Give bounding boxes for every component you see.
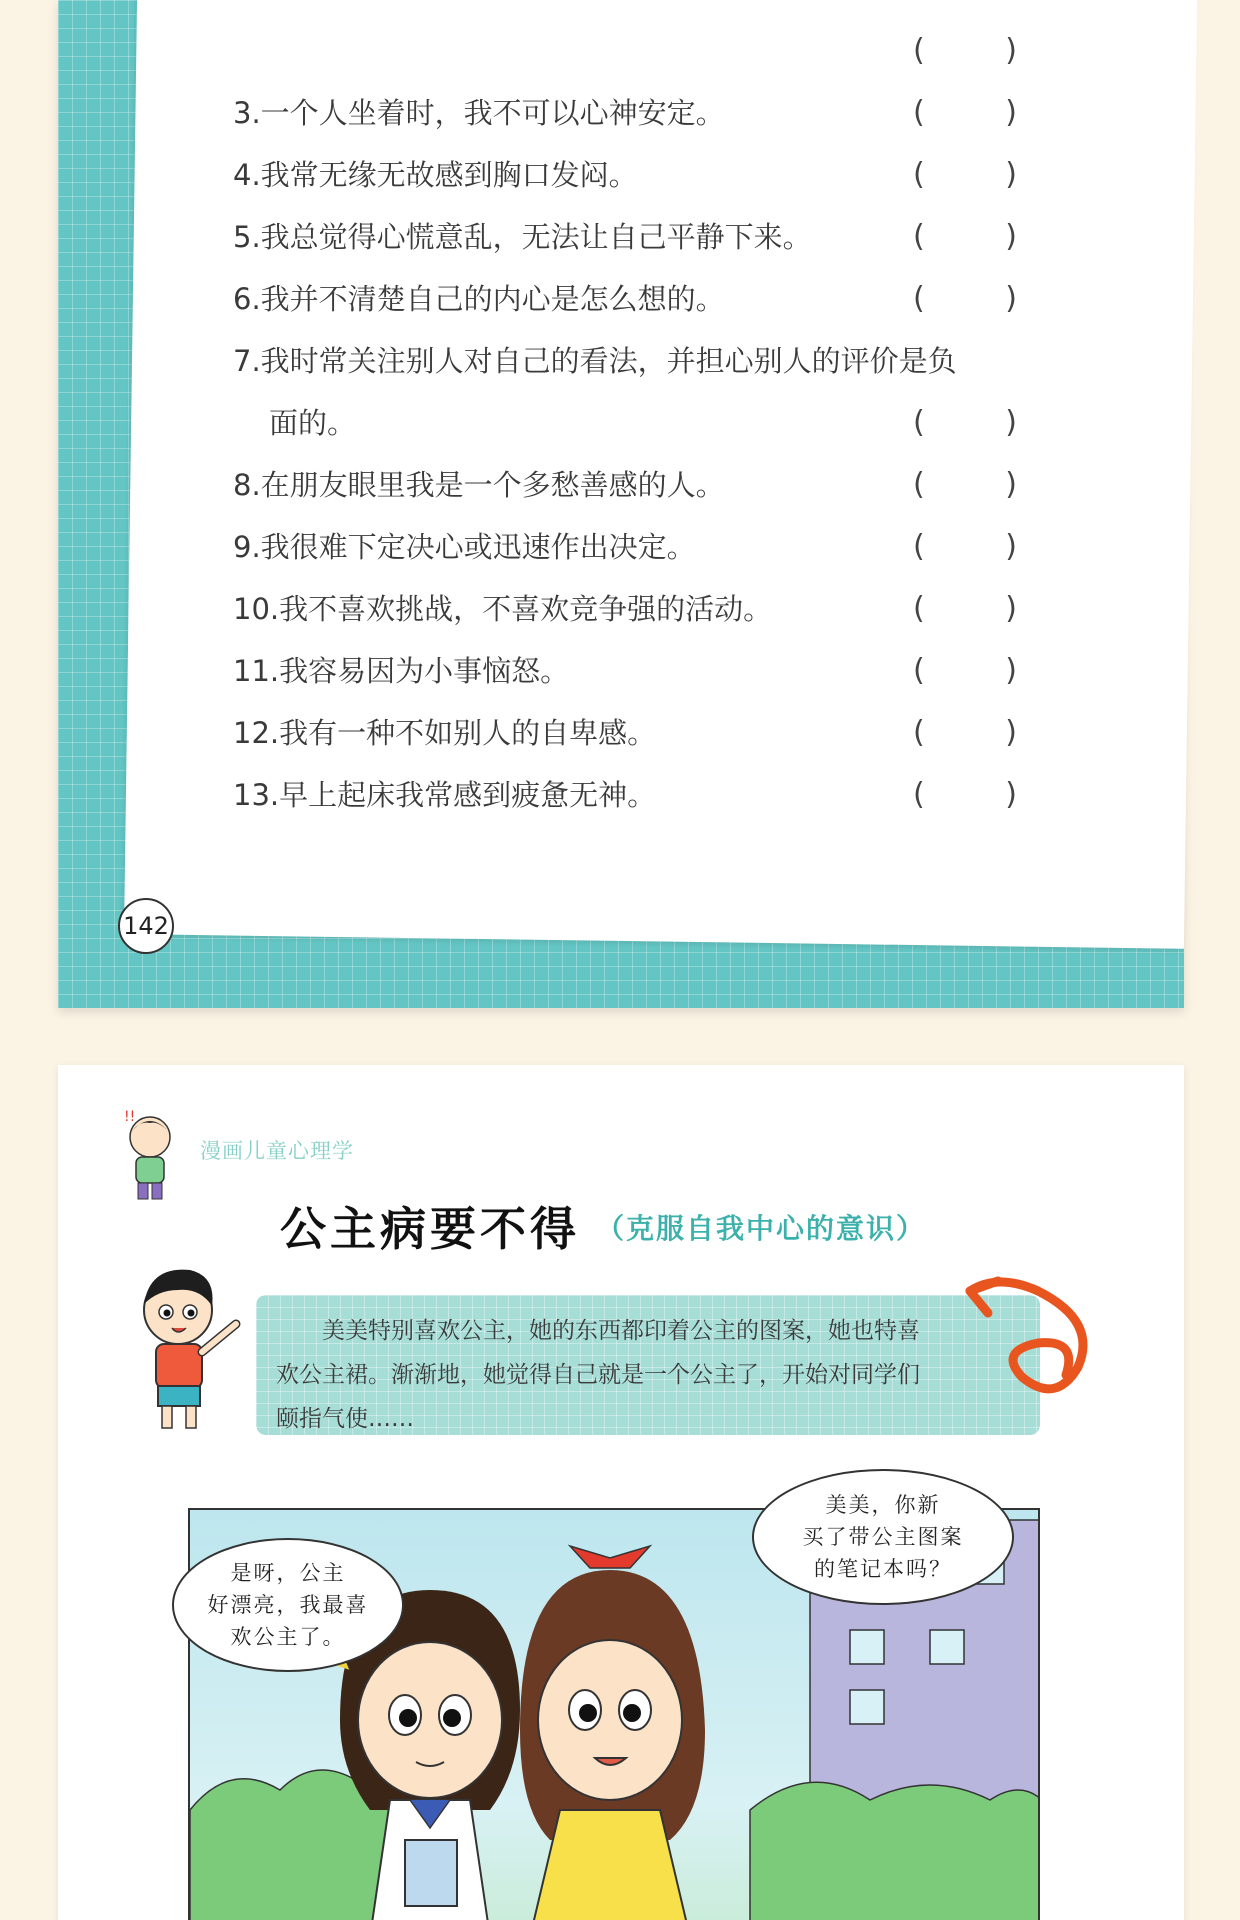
answer-parens[interactable]: ( ) bbox=[913, 157, 1017, 192]
lesson-title: 公主病要不得 bbox=[280, 1202, 580, 1256]
question-row bbox=[233, 454, 1053, 516]
question-row bbox=[233, 578, 1053, 640]
question-text: 8.在朋友眼里我是一个多愁善感的人。 bbox=[233, 468, 725, 502]
intro-line: 颐指气使…… bbox=[276, 1406, 414, 1432]
answer-parens[interactable]: ( ) bbox=[913, 529, 1017, 564]
question-row bbox=[233, 640, 1053, 702]
answer-parens[interactable]: ( ) bbox=[913, 405, 1017, 440]
speech-bubble: 是呀，公主 好漂亮，我最喜 欢公主了。 bbox=[172, 1538, 404, 1672]
answer-parens[interactable]: ( ) bbox=[913, 467, 1017, 502]
answer-parens[interactable]: ( ) bbox=[913, 591, 1017, 626]
question-text: 9.我很难下定决心或迅速作出决定。 bbox=[233, 530, 696, 564]
question-row bbox=[233, 702, 1053, 764]
answer-parens[interactable]: ( ) bbox=[913, 653, 1017, 688]
answer-parens[interactable]: ( ) bbox=[913, 777, 1017, 812]
question-row bbox=[233, 206, 1053, 268]
intro-line: 欢公主裙。渐渐地，她觉得自己就是一个公主了，开始对同学们 bbox=[276, 1362, 920, 1388]
answer-parens[interactable]: ( ) bbox=[913, 33, 1017, 68]
question-row bbox=[233, 20, 1053, 82]
question-row bbox=[233, 330, 1053, 392]
question-row bbox=[233, 144, 1053, 206]
question-text: 3.一个人坐着时，我不可以心神安定。 bbox=[233, 96, 725, 130]
question-text: 12.我有一种不如别人的自卑感。 bbox=[233, 716, 657, 750]
question-row bbox=[233, 764, 1053, 826]
question-text: 5.我总觉得心慌意乱，无法让自己平静下来。 bbox=[233, 220, 812, 254]
answer-parens[interactable]: ( ) bbox=[913, 95, 1017, 130]
red-annotation-arrow bbox=[958, 1255, 1158, 1415]
page-number: 142 bbox=[118, 898, 174, 954]
answer-parens[interactable]: ( ) bbox=[913, 219, 1017, 254]
svg-text:!!: !! bbox=[124, 1109, 136, 1125]
mascot-boy-illustration bbox=[120, 1260, 250, 1440]
question-text: 10.我不喜欢挑战，不喜欢竞争强的活动。 bbox=[233, 592, 773, 626]
lesson-page bbox=[58, 1065, 1184, 1920]
intro-line: 美美特别喜欢公主，她的东西都印着公主的图案，她也特喜 bbox=[322, 1318, 920, 1344]
question-row bbox=[233, 516, 1053, 578]
question-text-continued: 面的。 bbox=[269, 406, 357, 440]
question-text: 11.我容易因为小事恼怒。 bbox=[233, 654, 570, 688]
question-row bbox=[233, 268, 1053, 330]
question-text: 6.我并不清楚自己的内心是怎么想的。 bbox=[233, 282, 725, 316]
question-text: 7.我时常关注别人对自己的看法，并担心别人的评价是负 bbox=[233, 344, 957, 378]
intro-text-box bbox=[256, 1295, 1040, 1435]
answer-parens[interactable]: ( ) bbox=[913, 715, 1017, 750]
mascot-small-illustration bbox=[118, 1107, 182, 1207]
question-row bbox=[233, 392, 1053, 454]
answer-parens[interactable]: ( ) bbox=[913, 281, 1017, 316]
question-row bbox=[233, 82, 1053, 144]
question-text: 4.我常无缘无故感到胸口发闷。 bbox=[233, 158, 638, 192]
series-label: 漫画儿童心理学 bbox=[200, 1139, 354, 1163]
question-text: 13.早上起床我常感到疲惫无神。 bbox=[233, 778, 657, 812]
question-list bbox=[233, 20, 1053, 826]
lesson-subtitle: （克服自我中心的意识） bbox=[596, 1212, 927, 1245]
speech-bubble: 美美，你新 买了带公主图案 的笔记本吗？ bbox=[752, 1469, 1014, 1605]
